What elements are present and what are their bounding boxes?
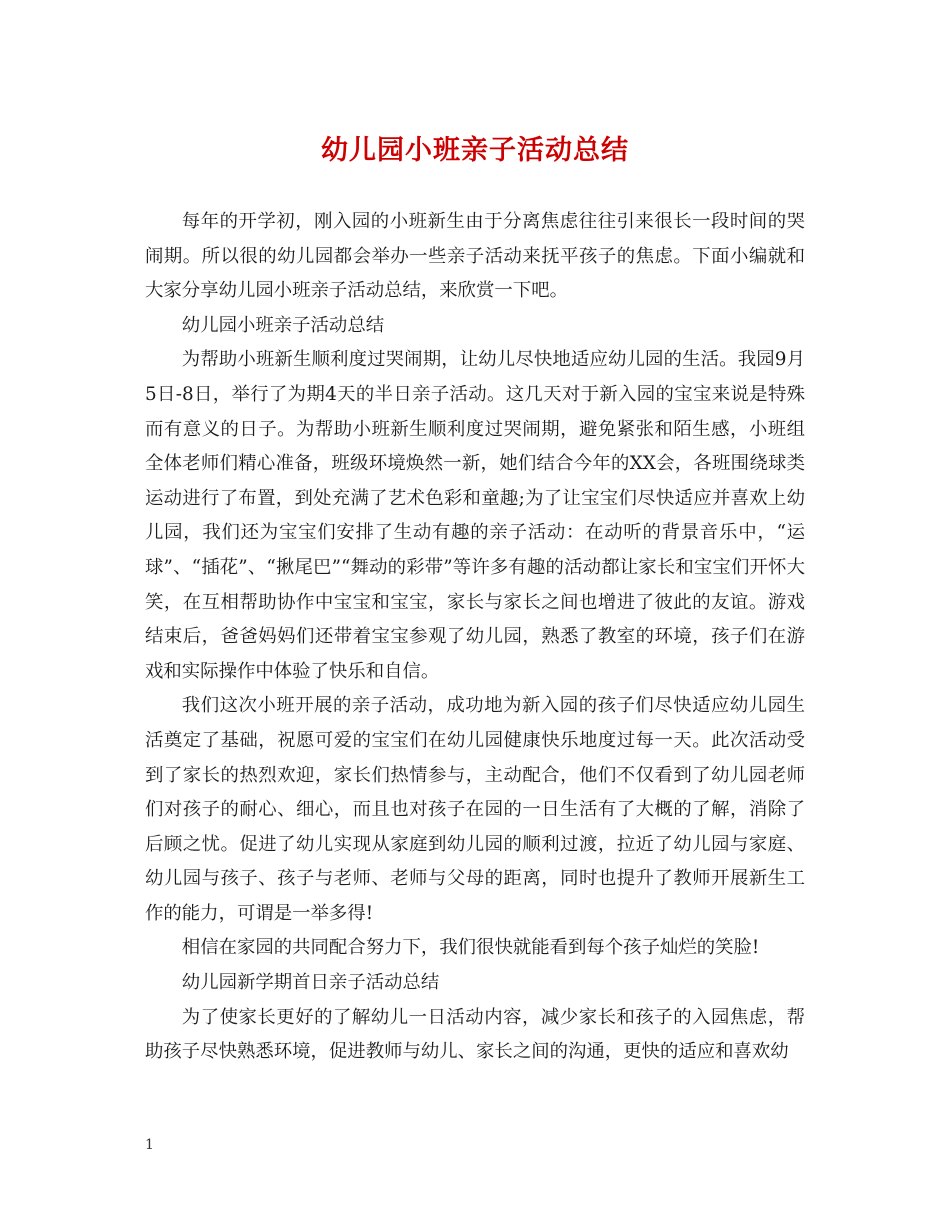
section-heading: 幼儿园小班亲子活动总结 (181, 314, 385, 336)
section-heading: 幼儿园新学期首日亲子活动总结 (181, 972, 440, 994)
body-paragraph: 相信在家园的共同配合努力下，我们很快就能看到每个孩子灿烂的笑脸! (181, 937, 760, 959)
body-paragraph: 我们这次小班开展的亲子活动，成功地为新入园的孩子们尽快适应幼儿园生活奠定了基础，祝愿可爱的宝宝们在幼儿园健康快乐地度过每一天。此次活动受到了家长的热烈欢迎，家长们热情参与，主动配合，他们不仅看到了幼儿园老师们对孩子的耐心、细心，而且也对孩子在园的一日生活有了大概的了解，消除了后顾之忧。促进了幼儿实现从家庭到幼儿园的顺利过渡，拉近了幼儿园与家庭、幼儿园与孩子、孩子与老师、老师与父母的距离，同时也提升了教师开展新生工作的能力，可谓是一举多得! (145, 695, 805, 924)
page-number: 1 (145, 1137, 154, 1153)
document-body (145, 205, 805, 1070)
body-paragraph: 为了使家长更好的了解幼儿一日活动内容，减少家长和孩子的入园焦虑，帮助孩子尽快熟悉环境，促进教师与幼儿、家长之间的沟通，更快的适应和喜欢幼 (145, 1006, 805, 1063)
document-title: 幼儿园小班亲子活动总结 (321, 135, 629, 166)
intro-paragraph: 每年的开学初，刚入园的小班新生由于分离焦虑往往引来很长一段时间的哭闹期。所以很的幼儿园都会举办一些亲子活动来抚平孩子的焦虑。下面小编就和大家分享幼儿园小班亲子活动总结，来欣赏一下吧。 (145, 211, 805, 302)
body-paragraph: 为帮助小班新生顺利度过哭闹期，让幼儿尽快地适应幼儿园的生活。我园9月5日-8日，举行了为期4天的半日亲子活动。这几天对于新入园的宝宝来说是特殊而有意义的日子。为帮助小班新生顺利度过哭闹期，避免紧张和陌生感，小班组全体老师们精心准备，班级环境焕然一新，她们结合今年的XX会，各班围绕球类运动进行了布置，到处充满了艺术色彩和童趣;为了让宝宝们尽快适应并喜欢上幼儿园，我们还为宝宝们安排了生动有趣的亲子活动：在动听的背景音乐中，“运球”、“插花”、“揪尾巴”“舞动的彩带”等许多有趣的活动都让家长和宝宝们开怀大笑，在互相帮助协作中宝宝和宝宝，家长与家长之间也增进了彼此的友谊。游戏结束后，爸爸妈妈们还带着宝宝参观了幼儿园，熟悉了教室的环境，孩子们在游戏和实际操作中体验了快乐和自信。 (145, 349, 805, 682)
